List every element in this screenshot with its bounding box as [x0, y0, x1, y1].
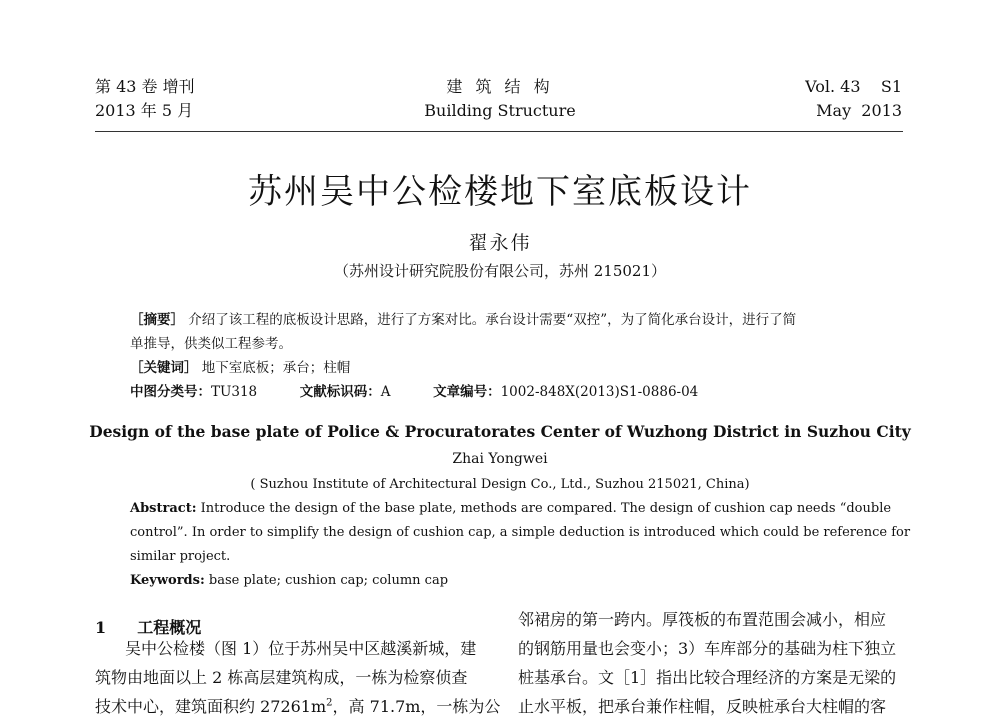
paper-title-en: Design of the base plate of Police & Procuratorates Center of Wuzhong District in Suzhou City — [89, 422, 911, 441]
journal-name-en: Building Structure — [424, 101, 576, 120]
body-right-line-4: 止水平板，把承台兼作柱帽，反映桩承台大柱帽的客 — [518, 697, 887, 716]
keywords-en-line — [130, 573, 448, 588]
body-right-line-1: 邻裙房的第一跨内。厚筏板的布置范围会减小，相应 — [518, 610, 887, 629]
author-cn: 翟永伟 — [468, 232, 532, 254]
body-left-line-3-text: 技术中心，建筑面积约 27261m — [95, 697, 327, 716]
keywords-cn-line — [130, 356, 350, 380]
section-number: 1 — [95, 618, 107, 637]
abstract-text-cn: 介绍了该工程的底板设计思路，进行了方案对比。承台设计需要“双控”，为了简化承台设计，进行了简 — [188, 312, 797, 328]
journal-name-cn: 建 筑 结 构 — [446, 77, 554, 96]
classification-line — [130, 380, 698, 404]
abstract-en-line-3: similar project. — [130, 549, 231, 564]
body-left-line-2: 筑物由地面以上 2 栋高层建筑构成，一栋为检察侦查 — [95, 668, 468, 687]
affiliation-en: ( Suzhou Institute of Architectural Design Co., Ltd., Suzhou 215021, China) — [250, 477, 750, 492]
body-right-line-3: 桩基承台。文［1］指出比较合理经济的方案是无梁的 — [518, 668, 897, 687]
journal-volume-cn: 第 43 卷 增刊 — [95, 77, 195, 96]
journal-volume-en: Vol. 43 S1 — [805, 77, 902, 96]
abstract-en-line-2: control”. In order to simplify the design of cushion cap, a simple deduction is introduced which could be reference for — [130, 525, 911, 540]
journal-date-cn: 2013 年 5 月 — [95, 101, 194, 120]
clc-value: TU318 — [211, 384, 258, 400]
abstract-cn-line-1 — [130, 308, 796, 332]
body-left-line-1: 吴中公检楼（图 1）位于苏州吴中区越溪新城，建 — [125, 639, 477, 658]
affiliation-cn: （苏州设计研究院股份有限公司，苏州 215021） — [333, 262, 667, 280]
abstract-label-cn: ［摘要］ — [130, 312, 184, 328]
article-no-label: 文章编号： — [433, 384, 501, 400]
body-left-line-3 — [95, 692, 500, 721]
clc-label: 中图分类号： — [130, 384, 211, 400]
keywords-text-en: base plate; cushion cap; column cap — [208, 573, 449, 588]
body-right-line-2: 的钢筋用量也会变小；3）车库部分的基础为柱下独立 — [518, 639, 897, 658]
paper-title-cn: 苏州吴中公检楼地下室底板设计 — [248, 172, 752, 212]
abstract-en-line-1 — [130, 501, 891, 516]
superscript-2: 2 — [326, 697, 333, 709]
article-no-value: 1002-848X(2013)S1-0886-04 — [500, 384, 699, 400]
keywords-text-cn: 地下室底板；承台；柱帽 — [201, 360, 351, 376]
keywords-label-en: Keywords: — [130, 573, 205, 588]
author-en: Zhai Yongwei — [452, 451, 548, 467]
keywords-label-cn: ［关键词］ — [130, 360, 198, 376]
doc-code-label: 文献标识码： — [299, 384, 381, 400]
abstract-label-en: Abstract: — [130, 501, 197, 516]
abstract-cn-line-2: 单推导，供类似工程参考。 — [130, 336, 292, 352]
section-title: 工程概况 — [137, 618, 202, 637]
abstract-text-en-1: Introduce the design of the base plate, methods are compared. The design of cushion cap needs “double — [200, 501, 892, 516]
doc-code-value: A — [380, 384, 391, 400]
header-rule — [95, 131, 903, 132]
body-left-line-3-tail: ，高 71.7m，一栋为公 — [332, 697, 501, 716]
journal-date-en: May 2013 — [816, 101, 902, 120]
